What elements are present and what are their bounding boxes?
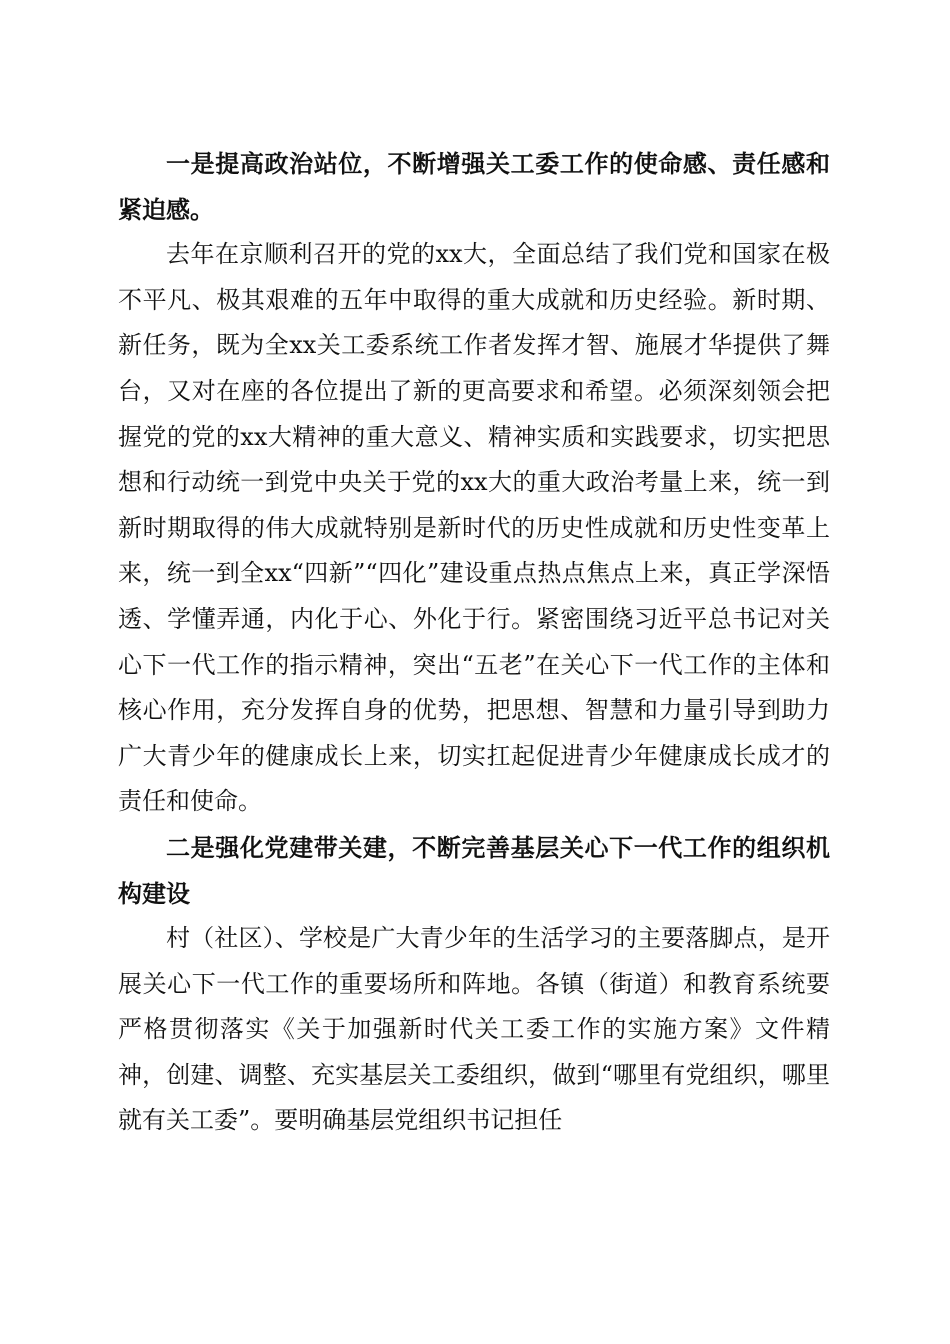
document-body: [118, 141, 830, 1144]
body-paragraph-1: 去年在京顺利召开的党的xx大，全面总结了我们党和国家在极不平凡、极其艰难的五年中取得的重大成就和历史经验。新时期、新任务，既为全xx关工委系统工作者发挥才智、施展才华提供了舞台，又对在座的各位提出了新的更高要求和希望。必须深刻领会把握党的党的xx大精神的重大意义、精神实质和实践要求，切实把思想和行动统一到党中央关于党的xx大的重大政治考量上来，统一到新时期取得的伟大成就特别是新时代的历史性成就和历史性变革上来，统一到全xx“四新”“四化”建设重点热点焦点上来，真正学深悟透、学懂弄通，内化于心、外化于行。紧密围绕习近平总书记对关心下一代工作的指示精神，突出“五老”在关心下一代工作的主体和核心作用，充分发挥自身的优势，把思想、智慧和力量引导到助力广大青少年的健康成长上来，切实扛起促进青少年健康成长成才的责任和使命。: [118, 240, 830, 816]
section-heading-2: 二是强化党建带关建，不断完善基层关心下一代工作的组织机构建设: [118, 832, 830, 908]
body-paragraph-2: 村（社区）、学校是广大青少年的生活学习的主要落脚点，是开展关心下一代工作的重要场所和阵地。各镇（街道）和教育系统要严格贯彻落实《关于加强新时代关工委工作的实施方案》文件精神，创建、调整、充实基层关工委组织，做到“哪里有党组织，哪里就有关工委”。要明确基层党组织书记担任: [118, 924, 830, 1135]
section-heading-1: 一是提高政治站位，不断增强关工委工作的使命感、责任感和紧迫感。: [118, 149, 830, 224]
